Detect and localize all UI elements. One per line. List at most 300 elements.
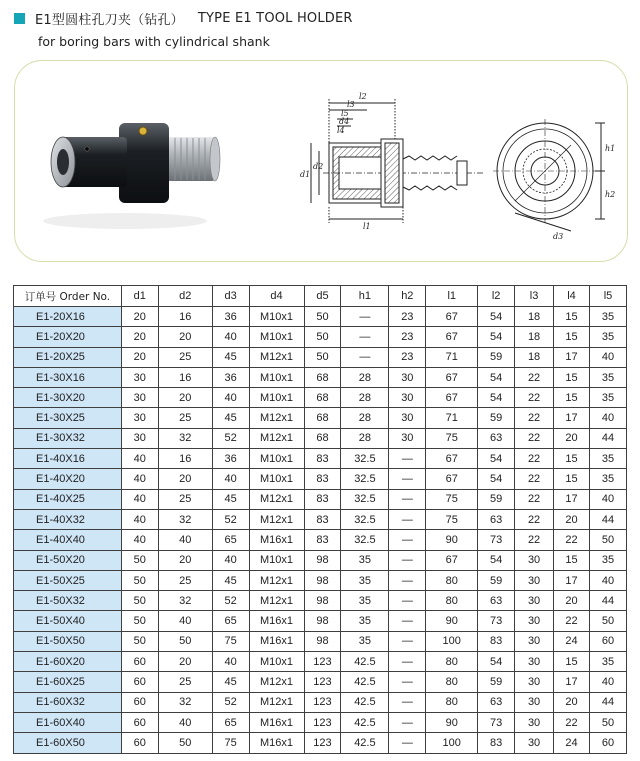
value-cell-d2: 20 — [158, 388, 212, 408]
column-header-d5: d5 — [304, 286, 341, 307]
value-cell-d3: 36 — [212, 449, 249, 469]
value-cell-l2: 83 — [478, 733, 515, 753]
column-header-l3: l3 — [515, 286, 554, 307]
spec-table-body — [14, 307, 627, 754]
value-cell-l3: 30 — [515, 672, 554, 692]
value-cell-l2: 54 — [478, 388, 515, 408]
value-cell-d1: 60 — [121, 692, 158, 712]
value-cell-d3: 40 — [212, 388, 249, 408]
order-number-cell: E1-50X20 — [14, 550, 122, 570]
order-number-cell: E1-50X25 — [14, 570, 122, 590]
value-cell-l2: 83 — [478, 631, 515, 651]
value-cell-d5: 98 — [304, 570, 341, 590]
value-cell-l4: 20 — [554, 692, 590, 712]
table-row — [14, 611, 627, 631]
value-cell-d5: 83 — [304, 509, 341, 529]
value-cell-l5: 44 — [589, 509, 626, 529]
value-cell-d2: 32 — [158, 509, 212, 529]
value-cell-l4: 15 — [554, 449, 590, 469]
value-cell-h2: — — [389, 530, 426, 550]
value-cell-l4: 20 — [554, 509, 590, 529]
value-cell-l5: 35 — [589, 550, 626, 570]
value-cell-l5: 40 — [589, 347, 626, 367]
value-cell-h1: 42.5 — [341, 692, 389, 712]
value-cell-l3: 22 — [515, 469, 554, 489]
value-cell-d5: 68 — [304, 388, 341, 408]
value-cell-d4: M12x1 — [249, 692, 304, 712]
order-number-cell: E1-50X40 — [14, 611, 122, 631]
value-cell-d3: 40 — [212, 550, 249, 570]
table-row — [14, 307, 627, 327]
value-cell-d1: 20 — [121, 347, 158, 367]
value-cell-d1: 40 — [121, 449, 158, 469]
value-cell-d4: M12x1 — [249, 347, 304, 367]
value-cell-d1: 50 — [121, 550, 158, 570]
value-cell-d3: 75 — [212, 733, 249, 753]
order-number-cell: E1-20X16 — [14, 307, 122, 327]
table-row — [14, 652, 627, 672]
value-cell-d3: 65 — [212, 712, 249, 732]
label-l2: l2 — [359, 92, 367, 101]
column-header-d1: d1 — [121, 286, 158, 307]
value-cell-l2: 59 — [478, 489, 515, 509]
table-row — [14, 692, 627, 712]
column-header-order-no: 订单号 Order No. — [14, 286, 122, 307]
value-cell-h1: 42.5 — [341, 672, 389, 692]
value-cell-d4: M12x1 — [249, 570, 304, 590]
value-cell-l5: 44 — [589, 428, 626, 448]
table-row — [14, 449, 627, 469]
value-cell-l5: 60 — [589, 733, 626, 753]
value-cell-d2: 25 — [158, 408, 212, 428]
value-cell-h2: 30 — [389, 367, 426, 387]
value-cell-d2: 32 — [158, 591, 212, 611]
table-row — [14, 327, 627, 347]
value-cell-d4: M10x1 — [249, 327, 304, 347]
value-cell-l2: 54 — [478, 449, 515, 469]
order-number-cell: E1-20X20 — [14, 327, 122, 347]
value-cell-d3: 45 — [212, 408, 249, 428]
column-header-d4: d4 — [249, 286, 304, 307]
value-cell-l3: 22 — [515, 489, 554, 509]
column-header-d3: d3 — [212, 286, 249, 307]
table-row — [14, 672, 627, 692]
value-cell-d2: 25 — [158, 570, 212, 590]
value-cell-l4: 20 — [554, 428, 590, 448]
value-cell-h1: 32.5 — [341, 530, 389, 550]
value-cell-l1: 75 — [426, 509, 478, 529]
value-cell-l4: 20 — [554, 591, 590, 611]
tool-holder-photo — [43, 123, 220, 229]
value-cell-h1: 32.5 — [341, 469, 389, 489]
value-cell-d5: 123 — [304, 672, 341, 692]
value-cell-d4: M10x1 — [249, 307, 304, 327]
value-cell-l2: 59 — [478, 347, 515, 367]
value-cell-d1: 60 — [121, 652, 158, 672]
value-cell-l4: 15 — [554, 367, 590, 387]
order-number-cell: E1-50X50 — [14, 631, 122, 651]
value-cell-d1: 50 — [121, 611, 158, 631]
value-cell-l5: 35 — [589, 449, 626, 469]
value-cell-d4: M10x1 — [249, 469, 304, 489]
value-cell-d5: 98 — [304, 550, 341, 570]
order-number-cell: E1-60X32 — [14, 692, 122, 712]
value-cell-l5: 35 — [589, 367, 626, 387]
column-header-l2: l2 — [478, 286, 515, 307]
value-cell-l2: 59 — [478, 408, 515, 428]
value-cell-d2: 25 — [158, 489, 212, 509]
value-cell-d2: 16 — [158, 449, 212, 469]
value-cell-l1: 80 — [426, 591, 478, 611]
value-cell-l1: 67 — [426, 388, 478, 408]
value-cell-d2: 25 — [158, 347, 212, 367]
value-cell-d5: 123 — [304, 733, 341, 753]
order-number-cell: E1-30X16 — [14, 367, 122, 387]
value-cell-h1: 28 — [341, 367, 389, 387]
value-cell-d4: M12x1 — [249, 509, 304, 529]
value-cell-d1: 40 — [121, 489, 158, 509]
value-cell-l4: 15 — [554, 327, 590, 347]
value-cell-l1: 90 — [426, 611, 478, 631]
order-number-cell: E1-40X20 — [14, 469, 122, 489]
value-cell-d2: 50 — [158, 733, 212, 753]
value-cell-d1: 60 — [121, 733, 158, 753]
value-cell-l1: 67 — [426, 550, 478, 570]
label-d1: d1 — [300, 170, 311, 179]
table-row — [14, 469, 627, 489]
value-cell-d1: 50 — [121, 570, 158, 590]
value-cell-d3: 52 — [212, 692, 249, 712]
order-number-cell: E1-60X50 — [14, 733, 122, 753]
value-cell-d2: 32 — [158, 428, 212, 448]
value-cell-h2: 30 — [389, 428, 426, 448]
label-d4: d4 — [339, 117, 350, 126]
value-cell-h2: 23 — [389, 307, 426, 327]
value-cell-l5: 44 — [589, 692, 626, 712]
value-cell-d2: 20 — [158, 469, 212, 489]
value-cell-l4: 24 — [554, 733, 590, 753]
end-view-drawing — [493, 119, 605, 231]
value-cell-l5: 35 — [589, 469, 626, 489]
column-header-h2: h2 — [389, 286, 426, 307]
value-cell-h1: 28 — [341, 408, 389, 428]
label-h1: h1 — [605, 144, 616, 153]
value-cell-l1: 75 — [426, 428, 478, 448]
value-cell-l4: 24 — [554, 631, 590, 651]
value-cell-d3: 36 — [212, 367, 249, 387]
value-cell-l2: 59 — [478, 570, 515, 590]
label-d3: d3 — [553, 232, 564, 241]
table-row — [14, 631, 627, 651]
order-number-cell: E1-40X16 — [14, 449, 122, 469]
value-cell-l4: 15 — [554, 652, 590, 672]
value-cell-l1: 67 — [426, 367, 478, 387]
figure-drawings — [15, 61, 627, 261]
subtitle: for boring bars with cylindrical shank — [38, 34, 270, 49]
value-cell-d1: 30 — [121, 428, 158, 448]
table-row — [14, 570, 627, 590]
value-cell-l3: 30 — [515, 631, 554, 651]
value-cell-l3: 30 — [515, 591, 554, 611]
value-cell-l4: 17 — [554, 672, 590, 692]
value-cell-l1: 71 — [426, 408, 478, 428]
value-cell-d3: 75 — [212, 631, 249, 651]
value-cell-l3: 22 — [515, 449, 554, 469]
value-cell-d2: 50 — [158, 631, 212, 651]
value-cell-l2: 63 — [478, 428, 515, 448]
value-cell-l5: 50 — [589, 712, 626, 732]
title-block — [14, 8, 634, 49]
value-cell-d3: 65 — [212, 611, 249, 631]
value-cell-h2: 30 — [389, 388, 426, 408]
value-cell-l4: 15 — [554, 307, 590, 327]
value-cell-d4: M12x1 — [249, 408, 304, 428]
value-cell-d1: 60 — [121, 672, 158, 692]
value-cell-h1: 42.5 — [341, 712, 389, 732]
value-cell-l1: 80 — [426, 672, 478, 692]
value-cell-l2: 54 — [478, 327, 515, 347]
value-cell-d2: 40 — [158, 611, 212, 631]
value-cell-h1: — — [341, 307, 389, 327]
value-cell-l2: 73 — [478, 611, 515, 631]
title-english: TYPE E1 TOOL HOLDER — [197, 10, 353, 26]
value-cell-d3: 45 — [212, 489, 249, 509]
value-cell-l1: 90 — [426, 530, 478, 550]
column-header-h1: h1 — [341, 286, 389, 307]
title-chinese: E1型圆柱孔刀夹（钻孔） — [35, 12, 184, 28]
value-cell-l1: 100 — [426, 631, 478, 651]
table-row — [14, 550, 627, 570]
order-number-cell: E1-30X25 — [14, 408, 122, 428]
value-cell-l1: 71 — [426, 347, 478, 367]
value-cell-h1: 28 — [341, 428, 389, 448]
value-cell-l3: 30 — [515, 611, 554, 631]
value-cell-d3: 45 — [212, 347, 249, 367]
label-h2: h2 — [605, 190, 616, 199]
value-cell-d3: 45 — [212, 570, 249, 590]
value-cell-d3: 40 — [212, 469, 249, 489]
value-cell-l2: 59 — [478, 672, 515, 692]
value-cell-l5: 50 — [589, 530, 626, 550]
value-cell-d4: M16x1 — [249, 631, 304, 651]
value-cell-d2: 20 — [158, 327, 212, 347]
value-cell-l3: 22 — [515, 530, 554, 550]
value-cell-d3: 52 — [212, 509, 249, 529]
value-cell-l2: 54 — [478, 367, 515, 387]
title-marker-icon — [14, 13, 25, 24]
value-cell-d4: M12x1 — [249, 428, 304, 448]
table-row — [14, 428, 627, 448]
label-l5: l5 — [341, 109, 349, 118]
value-cell-d4: M10x1 — [249, 367, 304, 387]
order-number-cell: E1-40X40 — [14, 530, 122, 550]
value-cell-d1: 40 — [121, 469, 158, 489]
value-cell-l2: 54 — [478, 652, 515, 672]
value-cell-d5: 68 — [304, 408, 341, 428]
value-cell-h2: — — [389, 733, 426, 753]
value-cell-h1: 35 — [341, 591, 389, 611]
value-cell-d1: 40 — [121, 530, 158, 550]
value-cell-h2: — — [389, 692, 426, 712]
value-cell-d4: M16x1 — [249, 733, 304, 753]
value-cell-l2: 54 — [478, 469, 515, 489]
order-number-cell: E1-40X32 — [14, 509, 122, 529]
value-cell-l5: 44 — [589, 591, 626, 611]
order-number-cell: E1-60X20 — [14, 652, 122, 672]
table-row — [14, 388, 627, 408]
value-cell-l1: 67 — [426, 307, 478, 327]
value-cell-h1: — — [341, 327, 389, 347]
value-cell-d1: 20 — [121, 307, 158, 327]
value-cell-d1: 60 — [121, 712, 158, 732]
value-cell-d2: 25 — [158, 672, 212, 692]
spec-table — [13, 285, 627, 754]
order-number-cell: E1-60X40 — [14, 712, 122, 732]
order-number-cell: E1-20X25 — [14, 347, 122, 367]
value-cell-d4: M10x1 — [249, 449, 304, 469]
value-cell-h1: 42.5 — [341, 733, 389, 753]
value-cell-l5: 40 — [589, 570, 626, 590]
value-cell-d5: 50 — [304, 327, 341, 347]
value-cell-d4: M16x1 — [249, 530, 304, 550]
value-cell-d5: 68 — [304, 367, 341, 387]
value-cell-d4: M12x1 — [249, 591, 304, 611]
value-cell-d3: 52 — [212, 591, 249, 611]
value-cell-l3: 30 — [515, 692, 554, 712]
value-cell-h2: — — [389, 591, 426, 611]
value-cell-l1: 80 — [426, 570, 478, 590]
value-cell-d5: 83 — [304, 449, 341, 469]
value-cell-h1: 32.5 — [341, 489, 389, 509]
value-cell-d5: 123 — [304, 712, 341, 732]
value-cell-l4: 17 — [554, 570, 590, 590]
value-cell-h1: 42.5 — [341, 652, 389, 672]
value-cell-h2: 30 — [389, 408, 426, 428]
table-row — [14, 591, 627, 611]
value-cell-d3: 65 — [212, 530, 249, 550]
value-cell-l4: 22 — [554, 712, 590, 732]
value-cell-d4: M16x1 — [249, 712, 304, 732]
value-cell-h1: 35 — [341, 570, 389, 590]
value-cell-l2: 54 — [478, 550, 515, 570]
end-view-labels — [553, 144, 615, 241]
value-cell-d4: M12x1 — [249, 672, 304, 692]
figure-panel — [14, 60, 628, 262]
table-row — [14, 530, 627, 550]
value-cell-l1: 67 — [426, 327, 478, 347]
value-cell-l5: 40 — [589, 672, 626, 692]
value-cell-d5: 68 — [304, 428, 341, 448]
value-cell-d5: 50 — [304, 347, 341, 367]
value-cell-l5: 50 — [589, 611, 626, 631]
value-cell-h1: 32.5 — [341, 509, 389, 529]
value-cell-l5: 35 — [589, 327, 626, 347]
value-cell-d4: M10x1 — [249, 550, 304, 570]
section-drawing — [311, 99, 485, 223]
value-cell-l1: 67 — [426, 469, 478, 489]
value-cell-l3: 18 — [515, 347, 554, 367]
spec-table-head — [14, 286, 627, 307]
value-cell-l4: 15 — [554, 388, 590, 408]
value-cell-h2: — — [389, 489, 426, 509]
value-cell-l4: 17 — [554, 347, 590, 367]
value-cell-l3: 30 — [515, 712, 554, 732]
value-cell-d5: 98 — [304, 611, 341, 631]
table-row — [14, 509, 627, 529]
value-cell-l1: 75 — [426, 489, 478, 509]
value-cell-d4: M10x1 — [249, 652, 304, 672]
column-header-d2: d2 — [158, 286, 212, 307]
value-cell-d3: 45 — [212, 672, 249, 692]
table-row — [14, 489, 627, 509]
value-cell-d5: 98 — [304, 631, 341, 651]
header-row — [14, 286, 627, 307]
table-row — [14, 733, 627, 753]
value-cell-l5: 35 — [589, 307, 626, 327]
label-l3: l3 — [347, 100, 355, 109]
value-cell-d2: 20 — [158, 652, 212, 672]
value-cell-d5: 123 — [304, 692, 341, 712]
value-cell-l3: 18 — [515, 327, 554, 347]
value-cell-l2: 54 — [478, 307, 515, 327]
value-cell-l5: 60 — [589, 631, 626, 651]
value-cell-h1: 32.5 — [341, 449, 389, 469]
value-cell-l1: 90 — [426, 712, 478, 732]
order-number-cell: E1-50X32 — [14, 591, 122, 611]
value-cell-h2: — — [389, 550, 426, 570]
value-cell-l4: 17 — [554, 408, 590, 428]
value-cell-d2: 40 — [158, 712, 212, 732]
value-cell-l3: 22 — [515, 367, 554, 387]
table-row — [14, 408, 627, 428]
value-cell-l4: 22 — [554, 530, 590, 550]
value-cell-l1: 80 — [426, 652, 478, 672]
value-cell-l2: 63 — [478, 692, 515, 712]
value-cell-d3: 36 — [212, 307, 249, 327]
value-cell-l3: 22 — [515, 388, 554, 408]
value-cell-l4: 15 — [554, 550, 590, 570]
value-cell-l3: 30 — [515, 570, 554, 590]
value-cell-h2: 23 — [389, 327, 426, 347]
value-cell-h2: — — [389, 631, 426, 651]
value-cell-d2: 16 — [158, 307, 212, 327]
value-cell-d1: 50 — [121, 591, 158, 611]
value-cell-h1: 35 — [341, 631, 389, 651]
label-l4: l4 — [337, 126, 345, 135]
value-cell-d4: M16x1 — [249, 611, 304, 631]
order-number-cell: E1-30X32 — [14, 428, 122, 448]
column-header-l4: l4 — [554, 286, 590, 307]
value-cell-d5: 123 — [304, 652, 341, 672]
value-cell-h1: 35 — [341, 550, 389, 570]
order-number-cell: E1-60X25 — [14, 672, 122, 692]
value-cell-d4: M10x1 — [249, 388, 304, 408]
table-row — [14, 347, 627, 367]
value-cell-d2: 20 — [158, 550, 212, 570]
value-cell-h2: — — [389, 449, 426, 469]
value-cell-d3: 52 — [212, 428, 249, 448]
value-cell-l1: 100 — [426, 733, 478, 753]
value-cell-h2: — — [389, 611, 426, 631]
value-cell-h2: 23 — [389, 347, 426, 367]
value-cell-l5: 35 — [589, 652, 626, 672]
column-header-l1: l1 — [426, 286, 478, 307]
value-cell-l3: 18 — [515, 307, 554, 327]
value-cell-d5: 83 — [304, 530, 341, 550]
value-cell-l2: 63 — [478, 509, 515, 529]
title-line — [14, 8, 634, 28]
value-cell-l4: 17 — [554, 489, 590, 509]
